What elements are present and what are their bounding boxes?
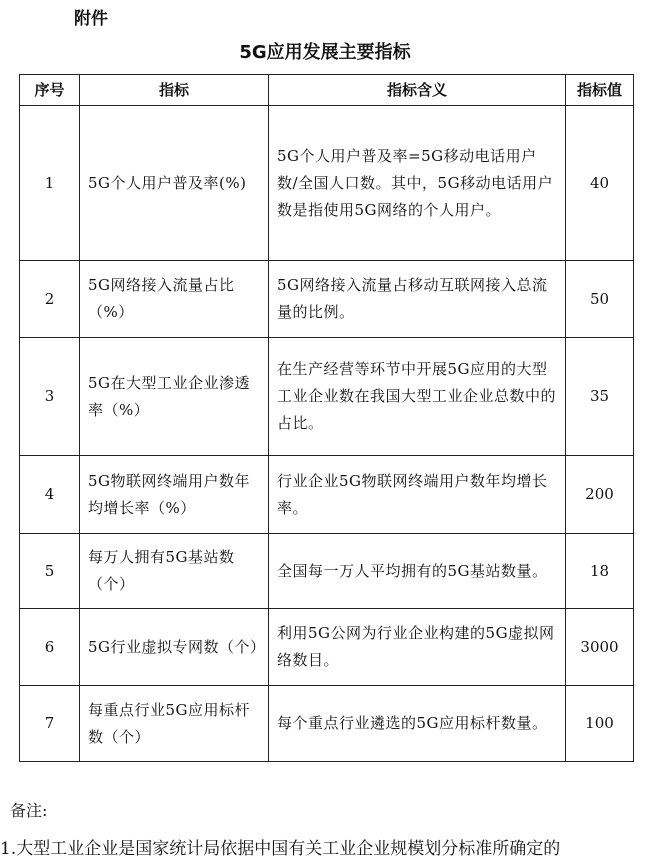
row-number: 4 bbox=[20, 456, 80, 534]
indicator-name: 每重点行业5G应用标杆数（个） bbox=[80, 686, 269, 762]
row-number: 5 bbox=[20, 534, 80, 609]
indicator-name: 5G行业虚拟专网数（个） bbox=[80, 609, 269, 686]
table-row bbox=[20, 686, 634, 762]
indicator-name: 5G在大型工业企业渗透率（%） bbox=[80, 338, 269, 456]
indicator-meaning: 利用5G公网为行业企业构建的5G虚拟网络数目。 bbox=[269, 609, 566, 686]
table-row bbox=[20, 338, 634, 456]
row-number: 1 bbox=[20, 106, 80, 261]
indicator-value: 35 bbox=[566, 338, 634, 456]
indicator-name: 5G网络接入流量占比（%） bbox=[80, 261, 269, 338]
indicator-meaning: 5G个人用户普及率=5G移动电话用户数/全国人口数。其中，5G移动电话用户数是指使用5G网络的个人用户。 bbox=[269, 106, 566, 261]
row-number: 7 bbox=[20, 686, 80, 762]
table-row bbox=[20, 534, 634, 609]
indicator-value: 3000 bbox=[566, 609, 634, 686]
column-header-no: 序号 bbox=[20, 75, 80, 106]
column-header-indicator: 指标 bbox=[80, 75, 269, 106]
indicator-meaning: 5G网络接入流量占移动互联网接入总流量的比例。 bbox=[269, 261, 566, 338]
row-number: 3 bbox=[20, 338, 80, 456]
column-header-value: 指标值 bbox=[566, 75, 634, 106]
indicator-meaning: 在生产经营等环节中开展5G应用的大型工业企业数在我国大型工业企业总数中的占比。 bbox=[269, 338, 566, 456]
indicator-table bbox=[19, 74, 634, 762]
attachment-label: 附件 bbox=[74, 9, 108, 29]
table-row bbox=[20, 609, 634, 686]
table-row bbox=[20, 261, 634, 338]
indicator-meaning: 行业企业5G物联网终端用户数年均增长率。 bbox=[269, 456, 566, 534]
notes-heading: 备注: bbox=[10, 801, 48, 820]
table-row bbox=[20, 456, 634, 534]
indicator-name: 5G个人用户普及率(%) bbox=[80, 106, 269, 261]
indicator-meaning: 全国每一万人平均拥有的5G基站数量。 bbox=[269, 534, 566, 609]
indicator-value: 50 bbox=[566, 261, 634, 338]
indicator-value: 100 bbox=[566, 686, 634, 762]
indicator-name: 5G物联网终端用户数年均增长率（%） bbox=[80, 456, 269, 534]
page-title: 5G应用发展主要指标 bbox=[239, 42, 411, 63]
row-number: 2 bbox=[20, 261, 80, 338]
table-header-row bbox=[20, 75, 634, 106]
indicator-name: 每万人拥有5G基站数（个） bbox=[80, 534, 269, 609]
note-line-1: 1.大型工业企业是国家统计局依据中国有关工业企业规模划分标准所确定的 bbox=[0, 839, 561, 859]
indicator-value: 18 bbox=[566, 534, 634, 609]
indicator-value: 200 bbox=[566, 456, 634, 534]
table-row bbox=[20, 106, 634, 261]
indicator-value: 40 bbox=[566, 106, 634, 261]
row-number: 6 bbox=[20, 609, 80, 686]
column-header-meaning: 指标含义 bbox=[269, 75, 566, 106]
indicator-meaning: 每个重点行业遴选的5G应用标杆数量。 bbox=[269, 686, 566, 762]
